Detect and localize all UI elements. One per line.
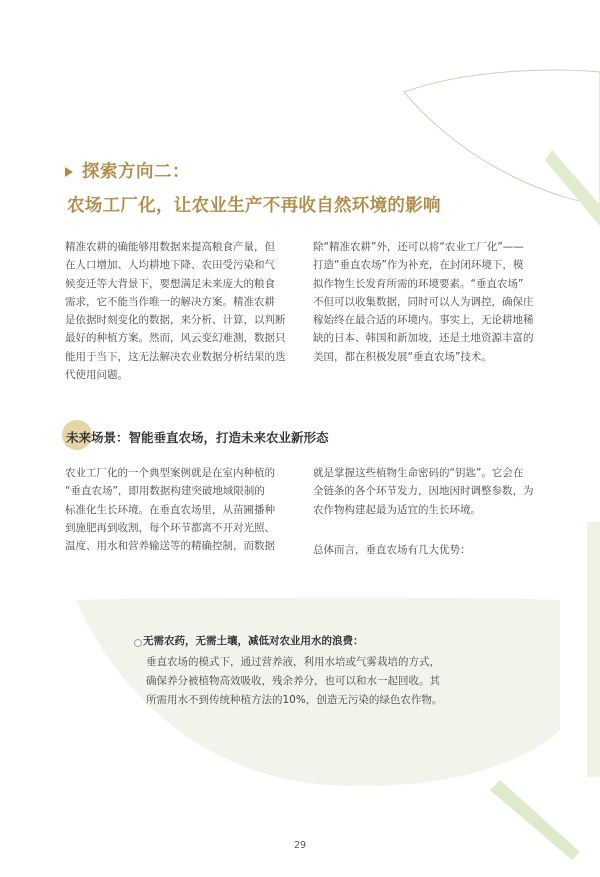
right-edge-band [587,522,600,777]
scene-title: 未来场景：智能垂直农场，打造未来农业新形态 [66,430,329,445]
callout-body: 垂直农场的模式下，通过营养液，利用水培或气雾栽培的方式， 确保养分被植物高效吸收，残余养分，也可以和水一起回收。其 所需用水不到传统种植方法的10%，创造无污染的绿色农作物。 [146,656,443,706]
callout-bullet-icon [134,639,142,647]
heading-line-1: 探索方向二： [82,162,190,182]
callout-title: 无需农药，无需土壤，减低对农业用水的浪费： [143,635,364,647]
section1-right-paragraph: 除“精准农耕”外，还可以将“农业工厂化”—— 打造“垂直农场”作为补充，在封闭环境下，模 拟作物生长发育所需的环境要素。“垂直农场” 不但可以收集数据，同时可以人为调控，确保庄 稼始终在最合适的环境内。事实上，无论耕地稀 缺的日本、韩国和新加坡，还是土地资源丰富的 美国，都在积极发展“垂直农场”技术。 [313,241,534,363]
scene-summary: 总体而言，垂直农场有几大优势： [313,544,471,556]
scene-left-paragraph: 农业工厂化的一个典型案例就是在室内种植的 “垂直农场”，即用数据构建突破地域限制的 标准化生长环境。在垂直农场里，从苗圃播种 到施肥再到收割，每个环节都离不开对光照、 温度、用水和营养输送等的精确控制，而数据 [65,467,275,553]
section1-left-paragraph: 精准农耕的确能够用数据来提高粮食产量，但 在人口增加、人均耕地下降、农田受污染和气 候变迁等大背景下，要想满足未来庞大的粮食 需求，它不能当作唯一的解决方案。精准农耕 是依据时刻变化的数据，来分析、计算，以判断 最好的种植方案。然而，风云变幻难测，数据只 能用于当下，这无法解决农业数据分析结果的迭 代使用问题。 [65,241,286,382]
page-number: 29 [293,840,307,851]
heading-triangle-marker [65,167,73,177]
scene-right-paragraph: 就是掌握这些植物生命密码的“钥匙”。它会在 全链条的各个环节发力，因地因时调整参数，为 农作物构建起最为适宜的生长环境。 [313,467,534,516]
heading-line-2: 农场工厂化，让农业生产不再收自然环境的影响 [67,196,441,216]
